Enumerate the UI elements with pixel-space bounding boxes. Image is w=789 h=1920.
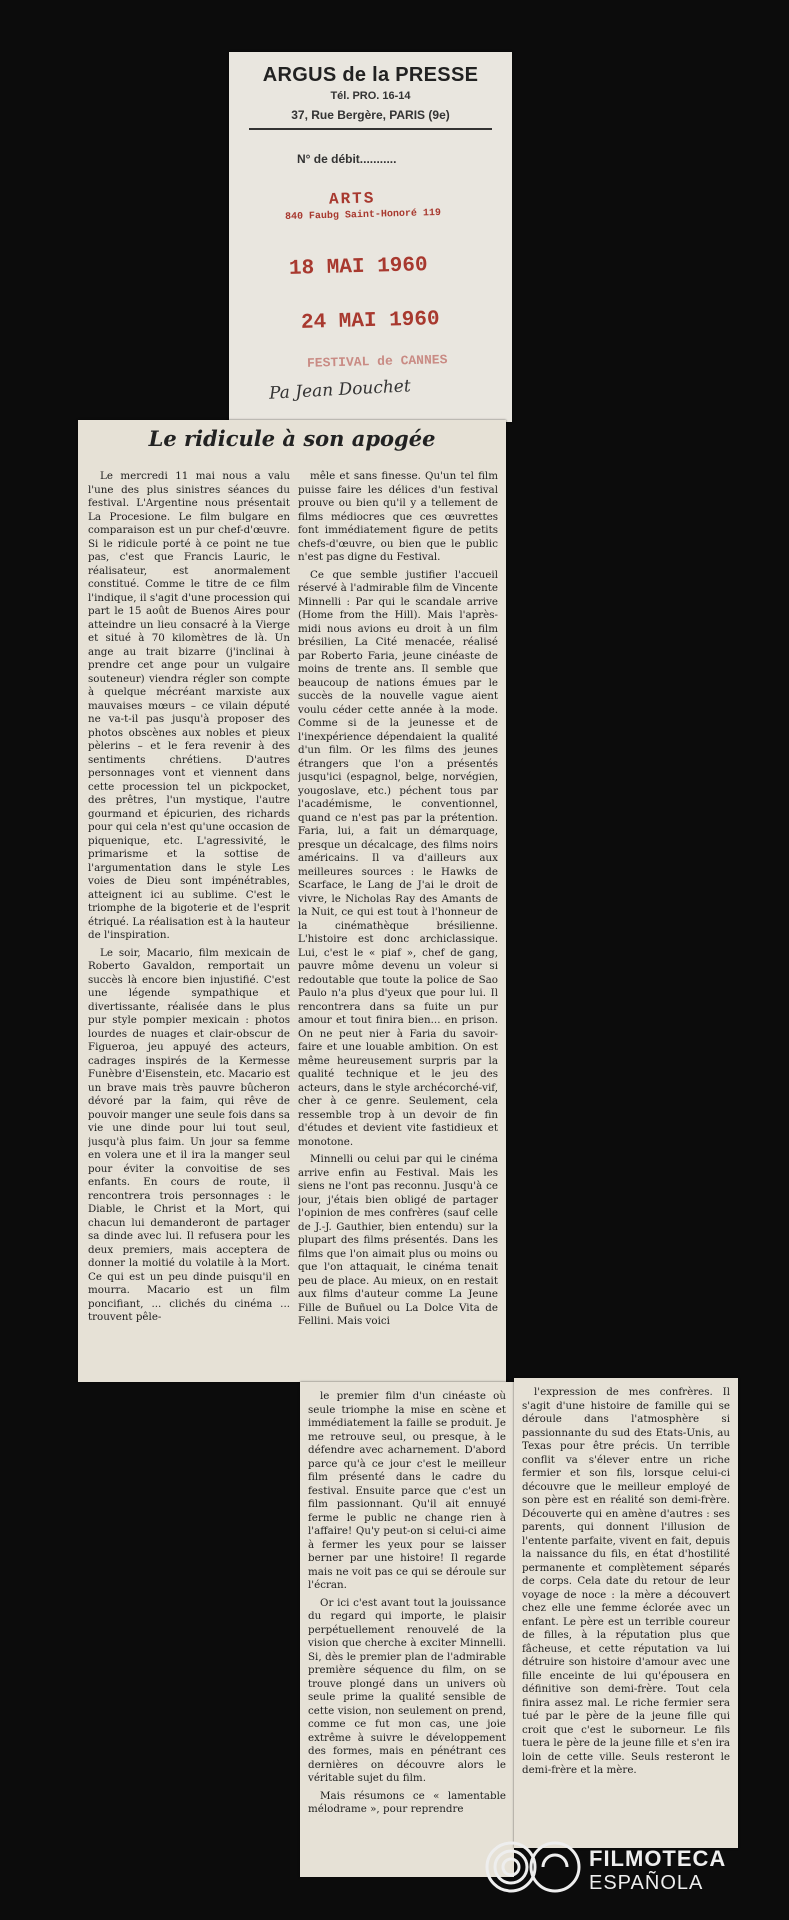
header-divider <box>249 128 492 130</box>
argus-title: ARGUS de la PRESSE <box>262 64 479 86</box>
col1-paragraph: Le mercredi 11 mai nous a valu l'une des plus sinistres séances du festival. L'Argentine nous présentait La Procesione. Le film bulgare en comparaison est un pur chef-d'œuvre. Si le ridicule porté à ce point ne tue pas, c'est que Francis Lauric, le réalisateur, est anormalement constitué. Comme le titre de ce film l'indique, il s'agit d'une procession qui part le 15 août de Buenos Aires pour atteindre un lieu consacré à la Vierge et situé à 70 kilomètres de là. Un ange au trait bizarre (j'inclinai à prendre cet ange pour un vulgaire souteneur) viendra régler son compte à quelque mécréant marxiste aux mauvaises mœurs – ce vilain député ne va-t-il pas jusqu'à proposer des photos obscènes aux nobles et pieux pèlerins – et le fera revenir à des sentiments chrétiens. D'autres personnages vont et viennent dans cette procession tel un pickpocket, des prêtres, l'un mystique, l'autre gourmand et épicurien, des richards pour qui cela n'est qu'une occasion de piquenique, etc. L'agressivité, le primarisme et la sottise de l'argumentation dans le style Les voies de Dieu sont impénétrables, atteignent ici au sublime. C'est le triomphe de la bigoterie et de l'esprit étriqué. La réalisation est à la hauteur de l'inspiration. <box>88 470 290 941</box>
col4-paragraph: l'expression de mes confrères. Il s'agit d'une histoire de famille qui se déroule dans l'atmosphère si passionnante du sud des Etats-Unis, au Texas pour être précis. Un terrible conflit va s'élever entre un riche fermier et son fils, lorsque celui-ci découvre que le meilleur employé de son père est en réalité son demi-frère. Découverte qui en amène d'autres : ses parents, qui donnent l'illusion de l'entente parfaite, vivent en fait, depuis la naissance du fils, en état d'hostilité permanente et complètement séparés de corps. Cela date du retour de leur voyage de noce : la mère a découvert chez elle une femme éclorée avec un enfant. Le père est un terrible coureur de filles, à la réputation plus que fâcheuse, et cette réputation va lui détruire son histoire d'amour avec une fille enceinte de lui qu'épousera en définitive son demi-frère. Tout cela finira assez mal. Le riche fermier sera tué par le père de la jeune fille qui croit que c'est le suborneur. Le fils tuera le père de la jeune fille et s'en ira loin de cette ville. Seuls resteront le demi-frère et la mère. <box>522 1386 730 1776</box>
article-clipping-lower-left <box>300 1382 514 1877</box>
col2-paragraph: mêle et sans finesse. Qu'un tel film puisse faire les délices d'un festival prouve ou bien qu'il y a tellement de films médiocres que ces œuvrettes font immédiatement figure de petits chefs-d'œuvre, ou bien que le public n'est pas digne du Festival. <box>298 470 498 563</box>
col3-paragraph: Or ici c'est avant tout la jouissance du regard qui importe, le plaisir perpétuellement renouvelé de la vision que cherche à exciter Minnelli. Si, dès le premier plan de l'admirable première séquence du film, on se trouve plongé dans un univers où seule prime la qualité sensible de cette vision, non seulement on prend, comme ce fut mon cas, une joie extrême à suivre le développement des formes, mais en pénétrant ces dernières on découvre alors le véritable sujet du film. <box>308 1596 506 1784</box>
col2-paragraph: Minnelli ou celui par qui le cinéma arrive enfin au Festival. Mais les siens ne l'ont pas reconnu. Jusqu'à ce jour, j'étais bien obligé de partager l'opinion de mes confrères (sauf celle de J.-J. Gauthier, bien entendu) sur la plupart des films présentés. Dans les films que l'on aimait plus ou moins ou que l'on attaquait, le cinéma tenait peu de place. Au mieux, on en restait aux films d'auteur comme La Jeune Fille de Buñuel ou La Dolce Vita de Fellini. Mais voici <box>298 1153 498 1327</box>
article-clipping-lower-right <box>514 1378 738 1848</box>
col2-paragraph: Ce que semble justifier l'accueil réservé à l'admirable film de Vincente Minnelli : Par qui le scandale arrive (Home from the Hill). Mais l'après-midi nous avions eu droit à un film brésilien, La Cité menacée, réalisé par Roberto Faria, jeune cinéaste de moins de trente ans. Il semble que beaucoup de nations émues par le succès de la nouvelle vague aient voulu céder cette année à la mode. Comme si de la jeunesse et de l'inexpérience dépendaient la qualité d'un film. Or les films des jeunes étrangers que l'on a présentés jusqu'ici (espagnol, belge, norvégien, yougoslave, etc.) péchent tous par l'académisme, le conventionnel, quand ce n'est pas par la prétention. Faria, lui, a fait un démarquage, presque un décalcage, des films noirs américains. Il va d'ailleurs aux meilleures sources : le Hawks de Scarface, le Lang de J'ai le droit de vivre, le Nicholas Ray des Amants de la Nuit, ce qui est tout à l'honneur de la cinémathèque brésilienne. L'histoire est donc archiclassique. Lui, c'est le « piaf », chef de gang, pauvre môme devenu un voleur si redoutable que toute la police de Sao Paulo n'a plus d'yeux que pour lui. Il rencontrera dans sa fuite un pur amour et tout finira bien... en prison. On ne peut nier à Faria du savoir-faire et une louable ambition. On est même heureusement surpris par la qualité technique et le jeu des acteurs, dans le style archécorché-vif, cher à ce genre. Seulement, cela ressemble trop à un devoir de fin d'études et devient vite fastidieux et monotone. <box>298 568 498 1148</box>
col3-paragraph: Mais résumons ce « lamentable mélodrame », pour reprendre <box>308 1789 506 1815</box>
logo-text-filmoteca: FILMOTECA <box>589 1846 727 1871</box>
article-column-2 <box>298 470 498 1375</box>
filmoteca-spiral-icon <box>483 1836 583 1898</box>
article-column-4 <box>522 1386 730 1841</box>
article-column-3 <box>308 1390 506 1870</box>
article-clipping-upper <box>78 420 506 1382</box>
logo-text-espanola: ESPAÑOLA <box>589 1872 704 1894</box>
article-column-1 <box>88 470 290 1375</box>
argus-header-slip <box>229 52 512 422</box>
argus-phone: Tél. PRO. 16-14 <box>330 90 411 102</box>
stamp-date-1: 18 MAI 1960 <box>288 254 428 281</box>
filmoteca-logo <box>483 1832 783 1902</box>
article-headline: Le ridicule à son apogée <box>148 426 436 451</box>
stamp-festival: FESTIVAL de CANNES <box>306 352 448 371</box>
handwritten-signature: Pa Jean Douchet <box>268 376 412 404</box>
debit-number-label: N° de débit........... <box>297 152 397 166</box>
argus-address: 37, Rue Bergère, PARIS (9e) <box>291 108 450 122</box>
stamp-paper-address: 840 Faubg Saint-Honoré 119 <box>284 207 442 224</box>
stamp-date-2: 24 MAI 1960 <box>300 308 440 335</box>
stamp-paper-name: ARTS <box>328 189 376 209</box>
col1-paragraph: Le soir, Macario, film mexicain de Roberto Gavaldon, remportait un succès là encore bien injustifié. C'est une légende sympathique et divertissante, réalisée dans le plus pur style pompier mexicain : photos lourdes de nuages et clair-obscur de Figueroa, jeu appuyé des acteurs, cadrages inspirés de la Kermesse Funèbre d'Eisenstein, etc. Macario est un brave mais très pauvre bûcheron dévoré par la faim, qui rêve de pouvoir manger une seule fois dans sa vie une dinde pour lui tout seul, jusqu'à plus faim. Un jour sa femme en volera une et il ira la manger seul pour éviter la convoitise de ses enfants. En cours de route, il rencontrera trois personnages : le Diable, le Christ et la Mort, qui chacun lui demanderont de partager sa dinde avec lui. Il refusera pour les deux premiers, mais acceptera de donner la moitié du volatile à la Mort. Ce qui est un peu dinde puisqu'il en mourra. Macario est un film poncifiant, ... clichés du cinéma ... trouvent pêle- <box>88 946 290 1323</box>
col3-paragraph: le premier film d'un cinéaste où seule triomphe la mise en scène et immédiatement la faille se produit. Je me retrouve seul, ou presque, à le défendre avec acharnement. D'abord parce qu'à ce jour c'est le meilleur film présenté dans le cadre du festival. Ensuite parce que c'est un film passionnant. Qu'il ait ennuyé ferme le public ne change rien à l'affaire! Qu'y peut-on si celui-ci aime à fermer les yeux pour se laisser berner par une histoire! Il regarde mais ne voit pas ce qui se déroule sur l'écran. <box>308 1390 506 1591</box>
